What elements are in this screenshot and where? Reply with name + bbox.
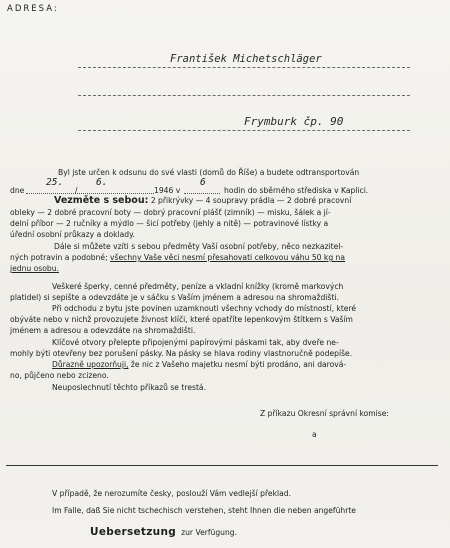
footer-german: Im Falle, daß Sie nicht tschechisch verstehen, steht Ihnen die neben angeführte [52, 506, 356, 515]
hour-dots [184, 193, 220, 194]
body-line-15: Klíčové otvory přelepte připojenými papírovými páskami tak, aby dveře ne- [52, 338, 339, 347]
date-dots [26, 193, 154, 194]
signature-mark: a [312, 430, 317, 439]
date-month: 6. [96, 177, 108, 188]
date-hour: 6 [200, 177, 206, 188]
date-prefix: dne [10, 186, 25, 195]
body-line-17a: Důrazně upozorňuji, [52, 360, 129, 369]
recipient-name: František Michetschläger [170, 53, 322, 65]
date-day: 25. [46, 177, 64, 188]
body-line-8b: všechny Vaše věci nesmí přesahovati celkovou váhu 50 kg na [110, 253, 346, 262]
body-line-8 [10, 252, 345, 263]
body-line-19: Neuposlechnutí těchto příkazů se trestá. [52, 383, 206, 392]
date-sep-1: / [75, 186, 78, 195]
footer-czech: V případě, že nerozumíte česky, poslouží Vám vedlejší překlad. [52, 489, 292, 498]
footer-verfuegung: zur Verfügung. [181, 528, 238, 537]
take-rest: 2 přikrývky — 4 soupravy prádla — 2 dobré pracovní [150, 196, 352, 205]
recipient-city: Frymburk čp. 90 [244, 115, 344, 128]
body-line-7: Dále si můžete vzíti s sebou předměty Vaší osobní potřeby, něco nezkazitel- [54, 242, 344, 251]
footer-uebersetzung: Uebersetzung [90, 526, 177, 538]
footer-uebersetzung-line [90, 520, 237, 539]
body-line-5: delní příbor — 2 ručníky a mýdlo — šicí potřeby (jehly a nitě) — potravinové lístky a [10, 219, 329, 228]
body-line-18: no, půjčeno nebo zcizeno. [10, 371, 109, 380]
body-line-16: mohly býti otevřeny bez porušení pásky. Na pásky se hlava rodiny vlastnoručně podepíše. [10, 349, 353, 358]
take-bold: Vezměte s sebou: [54, 195, 149, 206]
body-line-4: obleky — 2 dobré pracovní boty — dobrý pracovní plášť (zimník) — misku, šálek a jí- [10, 208, 331, 217]
body-line-13: obýváte nebo v nichž provozujete živnost klíči, které opatříte lepenkovým štítkem s Vaším [10, 315, 353, 324]
name-line [78, 67, 410, 68]
footer-divider [6, 465, 438, 466]
body-line-6: úřední osobní průkazy a doklady. [10, 230, 135, 239]
body-line-14: jménem a adresou a odevzdáte na shromaždišti. [10, 326, 196, 335]
date-suffix: hodin do sběrného střediska v Kaplici. [224, 186, 369, 195]
street-line [78, 95, 410, 96]
body-line-12: Při odchodu z bytu jste povinen uzamknouti všechny vchody do místností, které [52, 304, 357, 313]
body-line-8a: ných potravin a podobné; [10, 253, 108, 262]
body-line-1: Byl jste určen k odsunu do své vlasti (domů do Říše) a budete odtransportován [58, 168, 360, 177]
body-line-10: Veškeré šperky, cenné předměty, peníze a vkladní knížky (kromě markových [52, 282, 344, 291]
address-heading: ADRESA: [7, 4, 59, 14]
body-line-17b: že nic z Vašeho majetku nesmí býti prodáno, ani darová- [130, 360, 347, 369]
take-line [54, 195, 351, 206]
body-line-11: platidel) si sepište a odevzdáte je v sáčku s Vaším jménem a adresou na shromaždišti. [10, 293, 339, 302]
signature-line: Z příkazu Okresní správní komise: [260, 409, 389, 418]
body-line-17 [52, 359, 346, 370]
city-line [78, 130, 410, 131]
date-year: 1946 v [154, 186, 181, 195]
body-line-9: jednu osobu. [10, 264, 59, 273]
